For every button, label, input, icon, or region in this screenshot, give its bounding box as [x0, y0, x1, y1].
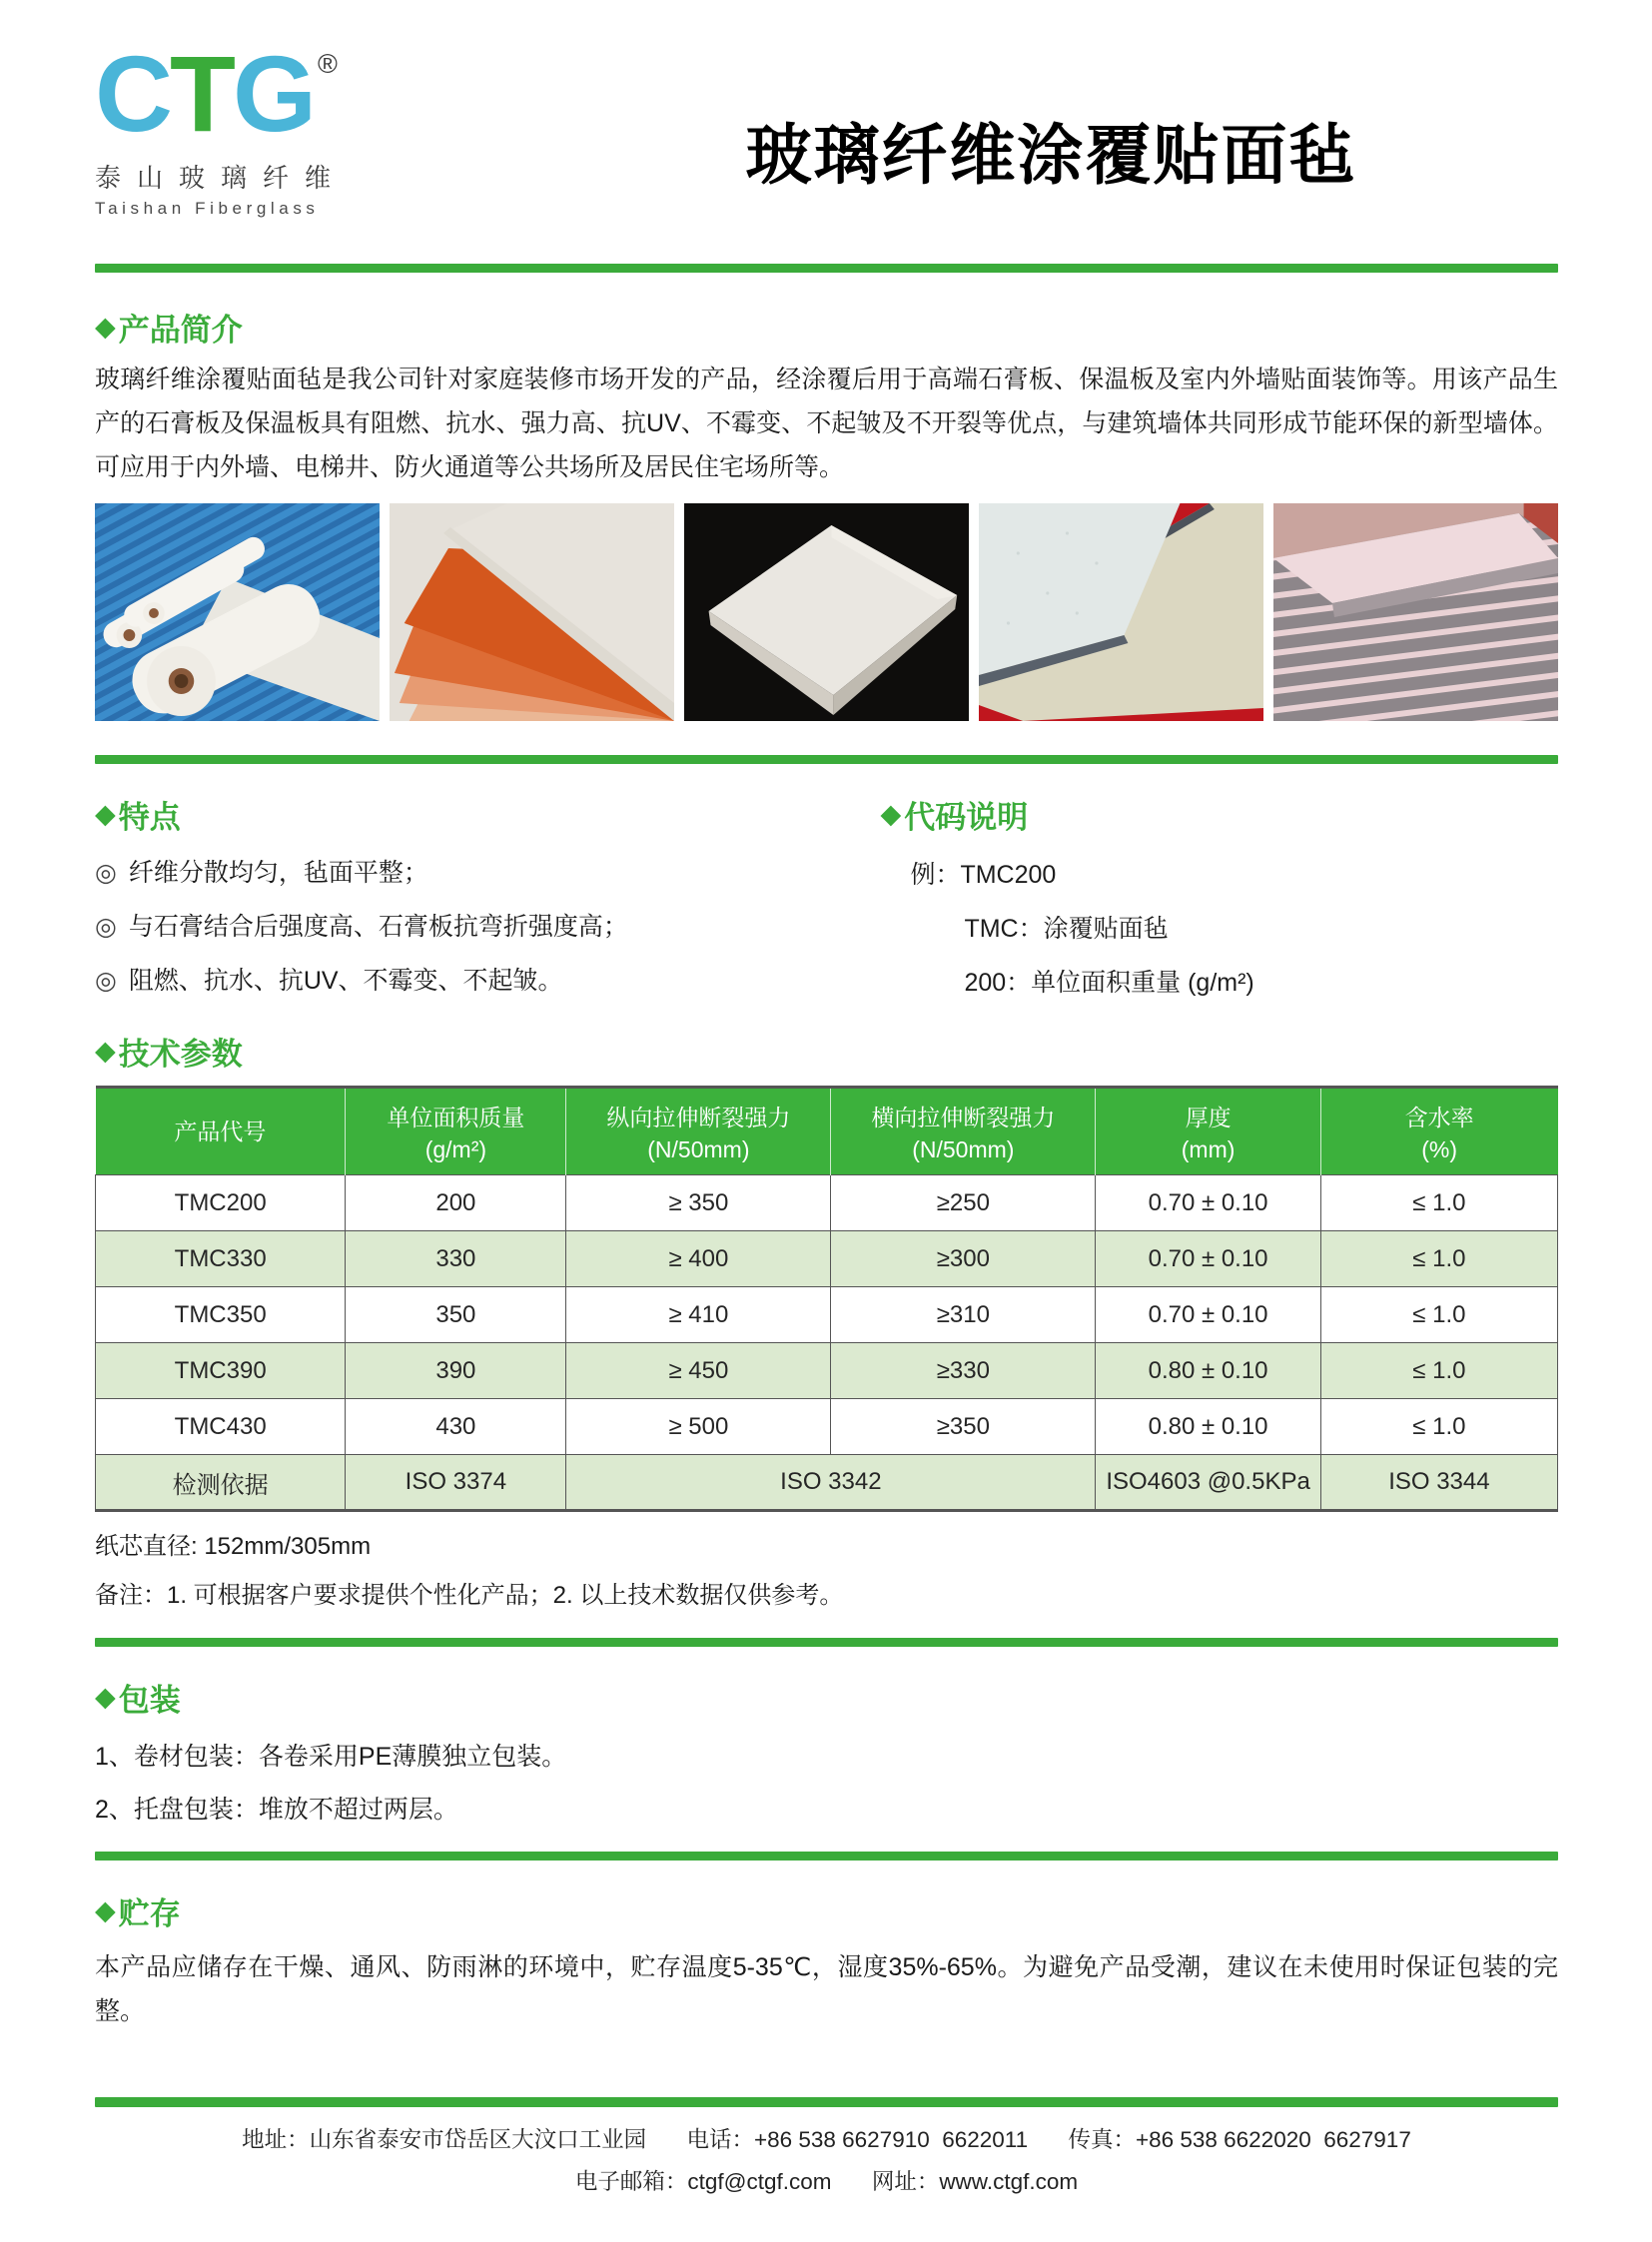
header: [95, 33, 1558, 248]
table-row: [96, 1175, 1558, 1231]
table-cell: TMC330: [96, 1231, 346, 1287]
col-header-cd-tensile: [831, 1088, 1096, 1175]
intro-heading-label: 产品简介: [118, 313, 243, 348]
packaging-section-heading: [95, 1675, 1558, 1720]
feature-item: [95, 911, 870, 945]
diamond-icon: ◆: [880, 799, 902, 829]
code-heading-label: 代码说明: [904, 800, 1029, 835]
table-cell: TMC200: [96, 1175, 346, 1231]
header-unit: (mm): [1181, 1136, 1236, 1162]
table-cell: ≥250: [831, 1175, 1096, 1231]
test-standards-row: [96, 1455, 1558, 1511]
table-cell: ≥330: [831, 1343, 1096, 1399]
footer-web-line: [95, 2164, 1558, 2196]
feature-text: 阻燃、抗水、抗UV、不霉变、不起皱。: [128, 966, 563, 995]
col-header-moisture: [1320, 1088, 1557, 1175]
section-divider: [95, 1852, 1558, 1861]
col-header-product-code: [96, 1088, 346, 1175]
registered-trademark-icon: ®: [318, 49, 338, 79]
features-section-heading: [95, 792, 870, 837]
header-name: 厚度: [1185, 1105, 1232, 1130]
table-cell: ≥ 500: [566, 1399, 831, 1455]
table-cell: ≤ 1.0: [1320, 1399, 1557, 1455]
table-row: [96, 1231, 1558, 1287]
logo-letter-g: G: [232, 33, 314, 154]
logo-letter-t: T: [170, 33, 233, 154]
page-title: 玻璃纤维涂覆贴面毡: [745, 118, 1357, 192]
tech-params-table: [95, 1086, 1558, 1512]
table-cell: ≥ 450: [566, 1343, 831, 1399]
company-logo: [95, 33, 395, 219]
photo-fiberglass-mat-rolls: [95, 503, 380, 721]
photo-coated-panels-on-red: [979, 503, 1263, 721]
table-cell: ≤ 1.0: [1320, 1231, 1557, 1287]
table-cell: ≥310: [831, 1287, 1096, 1343]
bullet-icon: ◎: [95, 966, 117, 995]
footer-fax: 传真：+86 538 6622020 6627917: [1068, 2127, 1411, 2152]
table-cell: ≥350: [831, 1399, 1096, 1455]
col-header-area-mass: [346, 1088, 566, 1175]
packaging-item: 1、卷材包装：各卷采用PE薄膜独立包装。: [95, 1743, 567, 1771]
packaging-item: 2、托盘包装：堆放不超过两层。: [95, 1796, 458, 1824]
code-line: 200：单位面积重量 (g/m²): [964, 969, 1254, 997]
tech-heading-label: 技术参数: [118, 1037, 243, 1072]
photo-gypsum-board-corner: [684, 503, 969, 721]
table-cell: ≥ 410: [566, 1287, 831, 1343]
feature-item: [95, 965, 870, 999]
code-section-heading: [880, 792, 1558, 837]
diamond-icon: ◆: [95, 799, 116, 829]
table-cell: ≤ 1.0: [1320, 1175, 1557, 1231]
code-example: 例：TMC200: [910, 861, 1057, 889]
table-cell: ISO 3342: [566, 1455, 1096, 1511]
photo-pink-gypsum-board-stack: [1273, 503, 1558, 721]
section-divider: [95, 1638, 1558, 1647]
features-and-code-row: [95, 792, 1558, 999]
storage-paragraph: 本产品应储存在干燥、通风、防雨淋的环境中，贮存温度5-35℃，湿度35%-65%。为避免产品受潮，建议在未使用时保证包装的完整。: [95, 1953, 1558, 2025]
header-name: 单位面积质量: [387, 1105, 525, 1130]
col-header-thickness: [1096, 1088, 1320, 1175]
diamond-icon: ◆: [95, 1895, 116, 1925]
header-name: 纵向拉伸断裂强力: [606, 1105, 791, 1130]
bullet-icon: ◎: [95, 859, 117, 887]
intro-section-heading: [95, 305, 1558, 350]
code-explain-section: [870, 792, 1558, 999]
bullet-icon: ◎: [95, 912, 117, 941]
table-cell: 0.70 ± 0.10: [1096, 1231, 1320, 1287]
tech-section-heading: [95, 1029, 1558, 1074]
storage-section: [95, 1888, 1558, 2033]
table-cell: ISO4603 @0.5KPa: [1096, 1455, 1320, 1511]
feature-text: 纤维分散均匀，毡面平整；: [128, 859, 428, 887]
features-section: [95, 792, 870, 999]
table-cell: ≥300: [831, 1231, 1096, 1287]
table-cell: ≥ 350: [566, 1175, 831, 1231]
photo-orange-white-mat-fan: [390, 503, 674, 721]
product-photo-strip: [95, 503, 1558, 721]
table-cell: ISO 3374: [346, 1455, 566, 1511]
header-name: 横向拉伸断裂强力: [871, 1105, 1056, 1130]
section-divider: [95, 755, 1558, 764]
packaging-section: [95, 1675, 1558, 1826]
table-cell: ≤ 1.0: [1320, 1287, 1557, 1343]
header-unit: (N/50mm): [912, 1136, 1015, 1162]
footer-website: 网址：www.ctgf.com: [871, 2169, 1079, 2194]
table-cell: 0.80 ± 0.10: [1096, 1343, 1320, 1399]
table-cell: 350: [346, 1287, 566, 1343]
footer-address: 地址：山东省泰安市岱岳区大汶口工业园: [242, 2127, 647, 2152]
header-unit: (g/m²): [424, 1136, 487, 1162]
feature-text: 与石膏结合后强度高、石膏板抗弯折强度高；: [128, 912, 628, 941]
table-row: [96, 1399, 1558, 1455]
features-heading-label: 特点: [118, 800, 181, 835]
col-header-md-tensile: [566, 1088, 831, 1175]
header-unit: (N/50mm): [647, 1136, 750, 1162]
table-cell: 330: [346, 1231, 566, 1287]
diamond-icon: ◆: [95, 312, 116, 342]
table-cell: ISO 3344: [1320, 1455, 1557, 1511]
table-cell: TMC430: [96, 1399, 346, 1455]
header-name: 含水率: [1404, 1105, 1474, 1130]
table-cell: 0.80 ± 0.10: [1096, 1399, 1320, 1455]
header-unit: (%): [1421, 1136, 1458, 1162]
footer: [95, 2122, 1558, 2196]
table-cell: ≥ 400: [566, 1231, 831, 1287]
table-cell: TMC350: [96, 1287, 346, 1343]
storage-heading-label: 贮存: [118, 1896, 181, 1931]
footer-phone: 电话：+86 538 6627910 6622011: [686, 2127, 1029, 2152]
packaging-heading-label: 包装: [118, 1683, 181, 1718]
tech-params-section: [95, 1029, 1558, 1610]
feature-item: [95, 857, 870, 891]
brand-name-en: Taishan Fiberglass: [95, 199, 320, 218]
table-cell: TMC390: [96, 1343, 346, 1399]
table-cell: 430: [346, 1399, 566, 1455]
section-divider: [95, 264, 1558, 273]
table-row: [96, 1343, 1558, 1399]
footer-block: [95, 2097, 1558, 2196]
table-cell: 200: [346, 1175, 566, 1231]
table-cell: ≤ 1.0: [1320, 1343, 1557, 1399]
table-cell: 0.70 ± 0.10: [1096, 1287, 1320, 1343]
table-cell: 390: [346, 1343, 566, 1399]
diamond-icon: ◆: [95, 1036, 116, 1066]
code-line: TMC：涂覆贴面毡: [964, 915, 1169, 943]
logo-letter-c: C: [95, 33, 170, 154]
intro-paragraph: 玻璃纤维涂覆贴面毡是我公司针对家庭装修市场开发的产品，经涂覆后用于高端石膏板、保温板及室内外墙贴面装饰等。用该产品生产的石膏板及保温板具有阻燃、抗水、强力高、抗UV、不霉变、不起皱及不开裂等优点，与建筑墙体共同形成节能环保的新型墙体。可应用于内外墙、电梯井、防火通道等公共场所及居民住宅场所等。: [95, 366, 1558, 481]
table-cell: 检测依据: [96, 1455, 346, 1511]
header-name: 产品代号: [174, 1118, 267, 1144]
table-header-row: [96, 1088, 1558, 1175]
ctg-logo: [95, 33, 395, 154]
diamond-icon: ◆: [95, 1682, 116, 1712]
table-row: [96, 1287, 1558, 1343]
brand-name-cn: 泰山玻璃纤维: [95, 163, 348, 193]
footer-email: 电子邮箱：ctgf@ctgf.com: [574, 2169, 832, 2194]
footer-divider: [95, 2097, 1558, 2107]
storage-section-heading: [95, 1888, 1558, 1933]
footer-contact-line: [95, 2122, 1558, 2154]
remark-note: 备注：1. 可根据客户要求提供个性化产品；2. 以上技术数据仅供参考。: [95, 1582, 844, 1609]
table-cell: 0.70 ± 0.10: [1096, 1175, 1320, 1231]
core-diameter-note: 纸芯直径: 152mm/305mm: [95, 1533, 372, 1560]
